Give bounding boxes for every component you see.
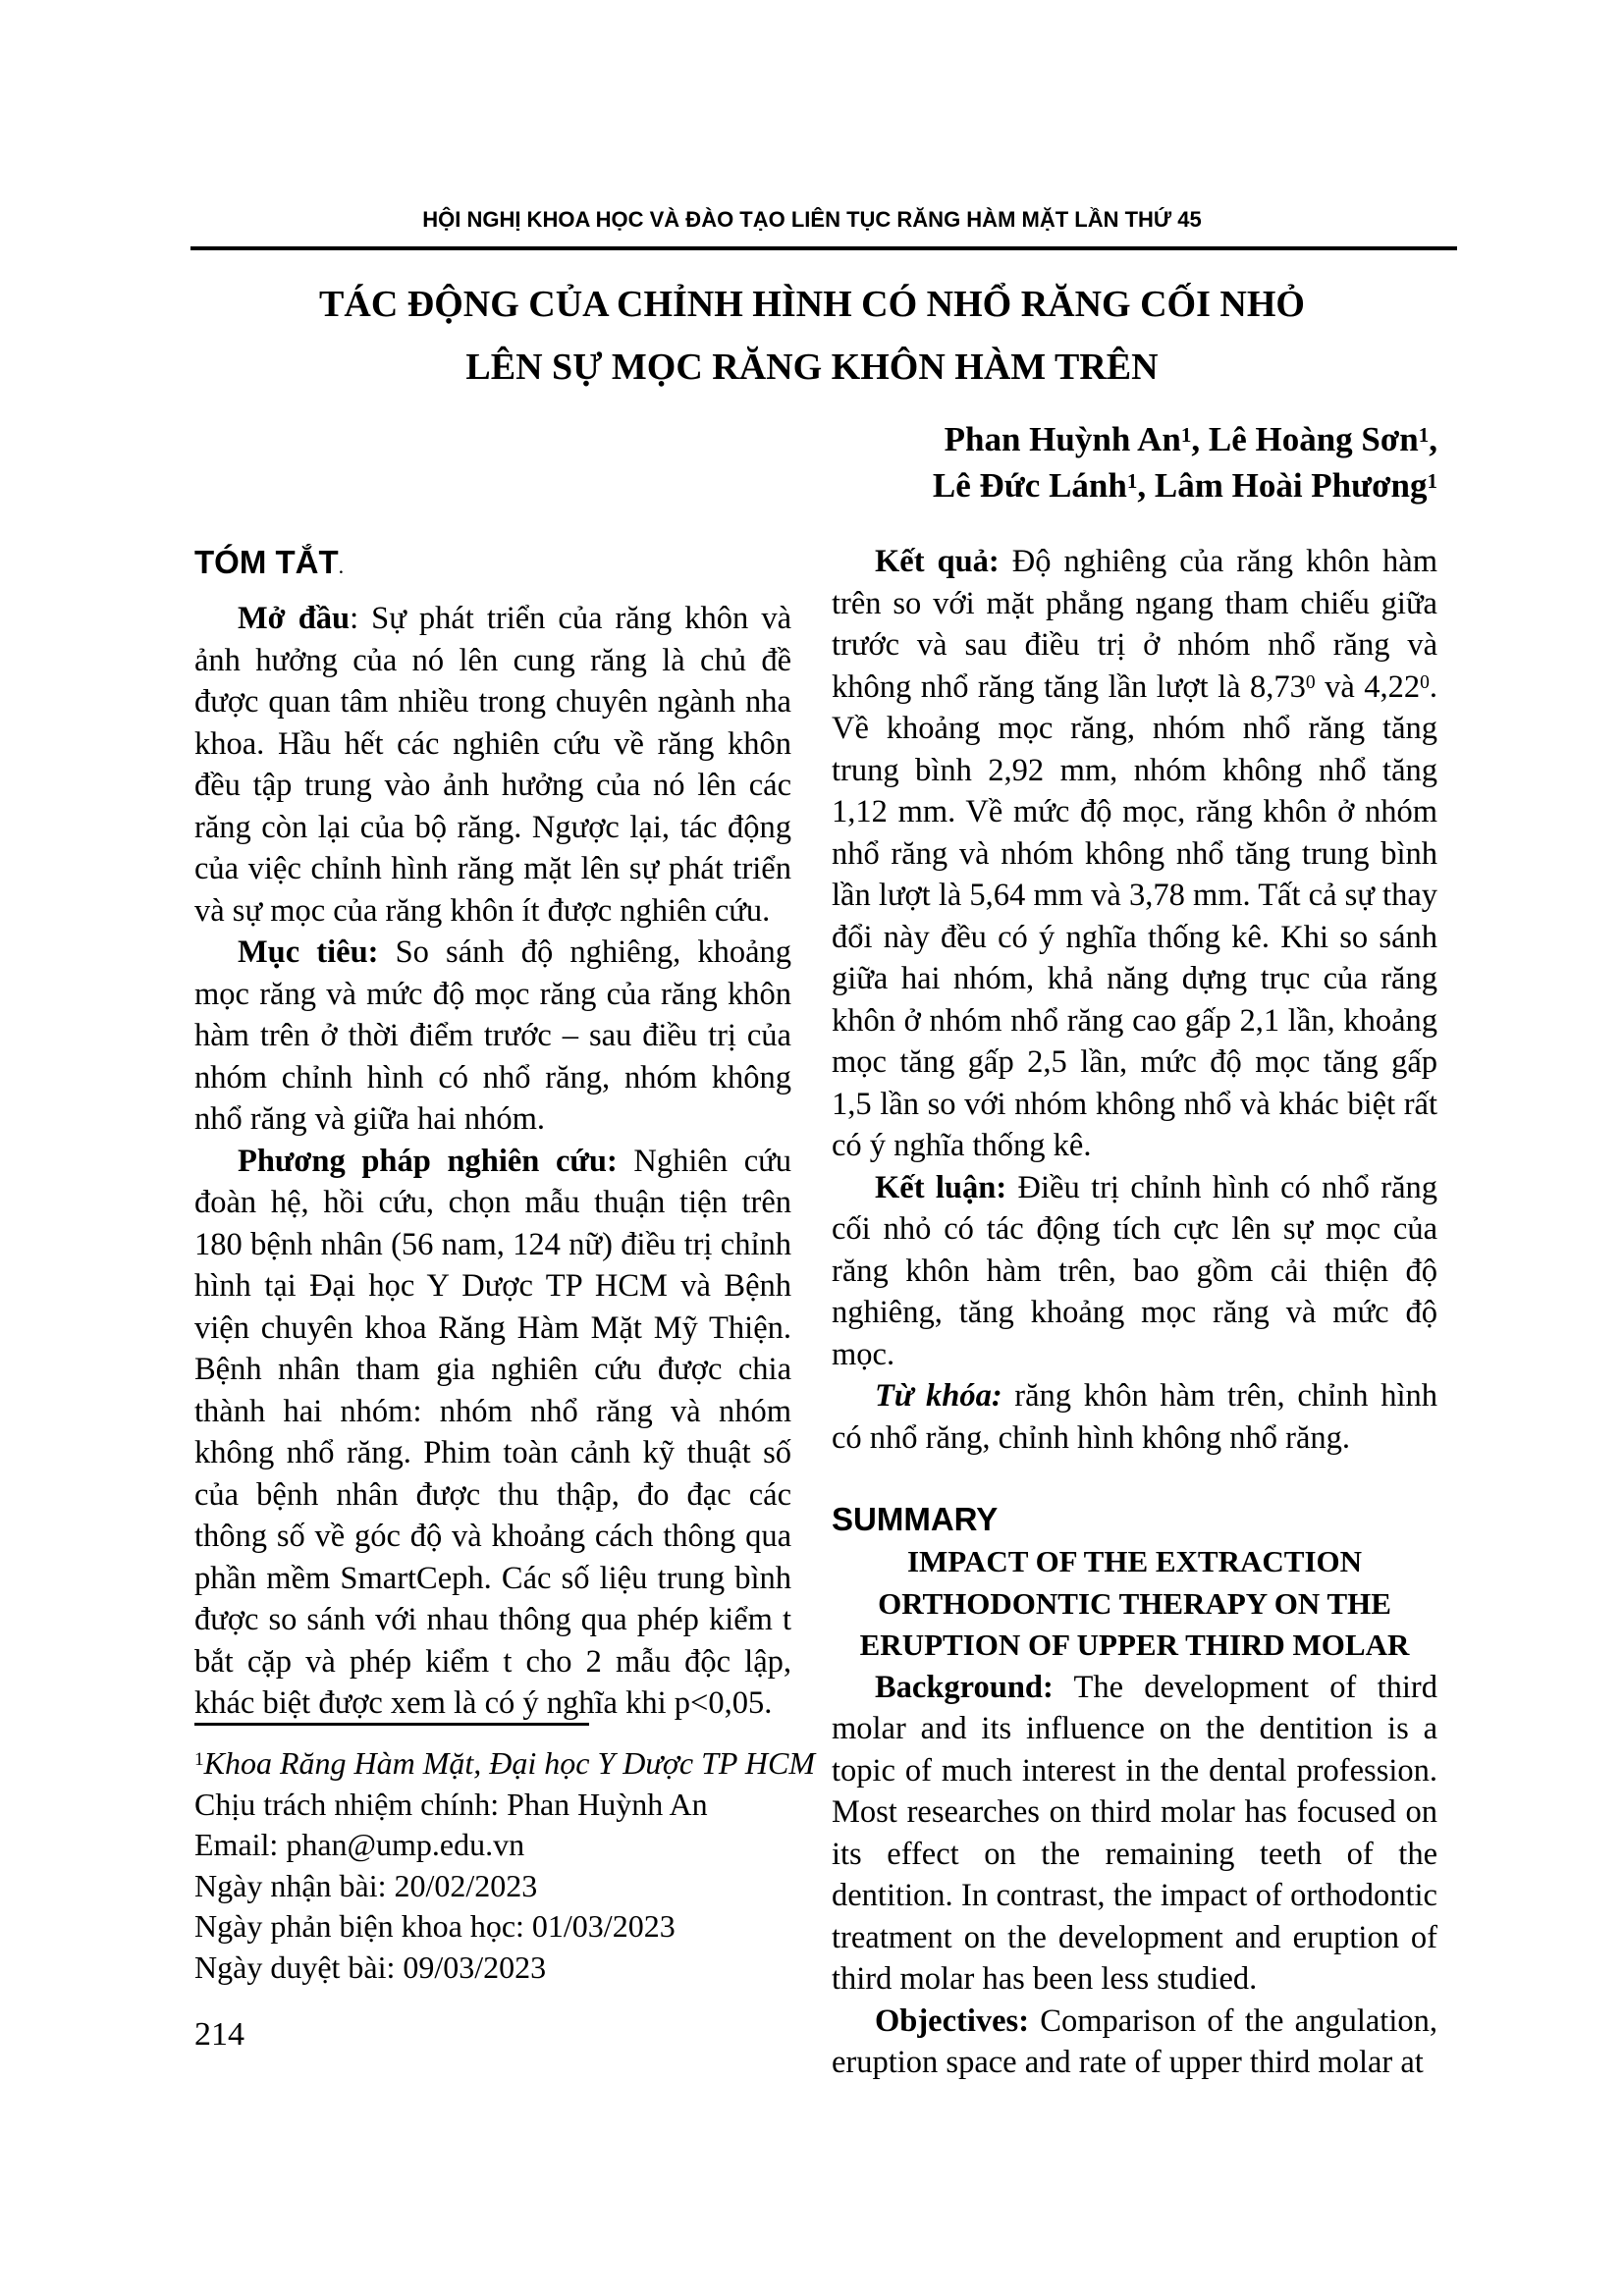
phuong-phap-label: Phương pháp nghiên cứu: — [238, 1143, 618, 1179]
muc-tieu-label: Mục tiêu: — [238, 934, 379, 970]
author-block — [933, 416, 1437, 508]
author-affil-marker: 1 — [1180, 422, 1192, 447]
phuong-phap-text: Nghiên cứu đoàn hệ, hồi cứu, chọn mẫu thuận tiện trên 180 bệnh nhân (56 nam, 124 nữ) điều trị chỉnh hình tại Đại học Y Dược TP HCM và Bệnh viện chuyên khoa Răng Hàm Mặt Mỹ Thiện. Bệnh nhân tham gia nghiên cứu được chia thành hai nhóm: nhóm nhổ răng và nhóm không nhổ răng. Phim toàn cảnh kỹ thuật số của bệnh nhân được thu thập, đo đạc các thông số về góc độ và khoảng cách thông qua phần mềm SmartCeph. Các số liệu trung bình được so sánh với nhau thông qua phép kiểm t bắt cặp và phép kiểm t cho 2 mẫu độc lập, khác biệt được xem là có ý nghĩa khi p<0,05. — [194, 1143, 791, 1721]
ket-qua-text-1: Độ nghiêng của răng khôn hàm trên so với mặt phẳng ngang tham chiếu giữa trước và sau điều trị ở nhóm nhổ răng và không nhổ răng tăng lần lượt là 8,73 — [832, 544, 1438, 705]
summary-heading: SUMMARY — [832, 1501, 999, 1537]
footnote-block — [194, 1723, 813, 1988]
left-column — [194, 541, 791, 1725]
paragraph-phuong-phap — [194, 1141, 791, 1725]
article-title-line1: TÁC ĐỘNG CỦA CHỈNH HÌNH CÓ NHỔ RĂNG CỐI NHỎ — [319, 284, 1305, 325]
mo-dau-text: Sự phát triển của răng khôn và ảnh hưởng của nó lên cung răng là chủ đề được quan tâm nhiều trong chuyên ngành nha khoa. Hầu hết các nghiên cứu về răng khôn đều tập trung vào ảnh hưởng của nó lên các răng còn lại của bộ răng. Ngược lại, tác động của việc chỉnh hình răng mặt lên sự phát triển và sự mọc của răng khôn ít được nghiên cứu. — [194, 601, 791, 929]
footnote-received-date: Ngày nhận bài: 20/02/2023 — [194, 1867, 538, 1903]
background-label: Background: — [875, 1669, 1054, 1705]
author-affil-marker: 1 — [1427, 468, 1437, 493]
author-line1: Phan Huỳnh An$^1$, Lê Hoàng Sơn$^1$, — [944, 420, 1437, 458]
tu-khoa-label: Từ khóa: — [875, 1378, 1002, 1414]
english-title — [832, 1541, 1437, 1667]
footnote-rule — [194, 1723, 589, 1726]
author-name: Lê Đức Lánh — [932, 466, 1127, 505]
english-title-line1: IMPACT OF THE EXTRACTION — [906, 1544, 1363, 1578]
author-name: Phan Huỳnh An — [944, 420, 1181, 458]
author-name: Lê Hoàng Sơn — [1208, 420, 1419, 458]
paragraph-ket-qua — [832, 541, 1437, 1167]
article-title — [181, 273, 1443, 399]
author-affil-marker: 1 — [1126, 468, 1138, 493]
background-text: The development of third molar and its influence on the dentition is a topic of much interest in the dental profession. Most researches on third molar has focused on its effect on the remaining teeth of the dentition. In contrast, the impact of orthodontic treatment on the development and eruption of third molar has been less studied. — [832, 1669, 1437, 1997]
running-header: HỘI NGHỊ KHOA HỌC VÀ ĐÀO TẠO LIÊN TỤC RĂNG HÀM MẶT LẦN THỨ 45 — [422, 207, 1202, 232]
paragraph-tu-khoa — [832, 1375, 1437, 1459]
paragraph-muc-tieu — [194, 932, 791, 1141]
ket-qua-text-2: và 4,22 — [1315, 668, 1421, 705]
page-number: 214 — [194, 2016, 244, 2053]
footnote-affiliation: $^1$Khoa Răng Hàm Mặt, Đại học Y Dược TP HCM — [194, 1745, 815, 1781]
footnote-responsible: Chịu trách nhiệm chính: Phan Huỳnh An — [194, 1786, 708, 1822]
objectives-label: Objectives: — [875, 2002, 1030, 2039]
right-column — [832, 541, 1437, 2084]
ket-qua-label: Kết quả: — [875, 544, 1000, 579]
ket-qua-text-3: . Về khoảng mọc răng, nhóm nhổ răng tăng trung bình 2,92 mm, nhóm không nhổ tăng 1,12 mm. Về mức độ mọc, răng khôn ở nhóm nhổ răng và nhóm không nhổ tăng trung bình lần lượt là 5,64 mm và 3,78 mm. Tất cả sự thay đổi này đều có ý nghĩa thống kê. Khi so sánh giữa hai nhóm, khả năng dựng trục của răng khôn ở nhóm nhổ răng cao gấp 2,1 lần, khoảng mọc tăng gấp 2,5 lần, mức độ mọc tăng gấp 1,5 lần so với nhóm không nhổ và khác biệt rất có ý nghĩa thống kê. — [832, 668, 1437, 1163]
ket-luan-text: Điều trị chỉnh hình có nhổ răng cối nhỏ có tác động tích cực lên sự mọc của răng khôn hàm trên, bao gồm cải thiện độ nghiêng, tăng khoảng mọc răng và mức độ mọc. — [832, 1169, 1437, 1372]
article-title-line2: LÊN SỰ MỌC RĂNG KHÔN HÀM TRÊN — [465, 347, 1159, 388]
paragraph-mo-dau: Mở đầu: Sự phát triển của răng khôn và ảnh hưởng của nó lên cung răng là chủ đề được quan tâm nhiều trong chuyên ngành nha khoa. Hầu hết các nghiên cứu về răng khôn đều tập trung vào ảnh hưởng của nó lên các răng còn lại của bộ răng. Ngược lại, tác động của việc chỉnh hình răng mặt lên sự phát triển và sự mọc của răng khôn ít được nghiên cứu. — [194, 601, 791, 929]
footnote-marker: 1 — [194, 1749, 204, 1771]
header-rule — [190, 246, 1457, 250]
author-line2: Lê Đức Lánh$^1$, Lâm Hoài Phương$^1$ — [932, 466, 1437, 505]
abstract-heading: TÓM TẮT. — [194, 544, 345, 580]
ket-luan-label: Kết luận: — [875, 1169, 1007, 1205]
degree-superscript: 0 — [1305, 671, 1316, 693]
footnote-accepted-date: Ngày duyệt bài: 09/03/2023 — [194, 1949, 547, 1985]
author-name: Lâm Hoài Phương — [1154, 466, 1428, 505]
author-affil-marker: 1 — [1418, 422, 1430, 447]
mo-dau-label: Mở đầu — [238, 601, 351, 636]
objectives-text: Comparison of the angulation, eruption space and rate of upper third molar at — [832, 2002, 1437, 2080]
degree-superscript: 0 — [1420, 671, 1430, 693]
english-title-line3: ERUPTION OF UPPER THIRD MOLAR — [859, 1628, 1410, 1662]
paragraph-background — [832, 1667, 1437, 2001]
footnote-review-date: Ngày phản biện khoa học: 01/03/2023 — [194, 1908, 676, 1944]
footnote-email: Email: phan@ump.edu.vn — [194, 1827, 525, 1862]
tu-khoa-text: răng khôn hàm trên, chỉnh hình có nhổ răng, chỉnh hình không nhổ răng. — [832, 1378, 1437, 1456]
paragraph-ket-luan — [832, 1167, 1437, 1376]
muc-tieu-text: So sánh độ nghiêng, khoảng mọc răng và mức độ mọc răng của răng khôn hàm trên ở thời điểm trước – sau điều trị của nhóm chỉnh hình có nhổ răng, nhóm không nhổ răng và giữa hai nhóm. — [194, 934, 791, 1137]
english-title-line2: ORTHODONTIC THERAPY ON THE — [878, 1585, 1391, 1621]
paragraph-objectives — [832, 2001, 1437, 2084]
